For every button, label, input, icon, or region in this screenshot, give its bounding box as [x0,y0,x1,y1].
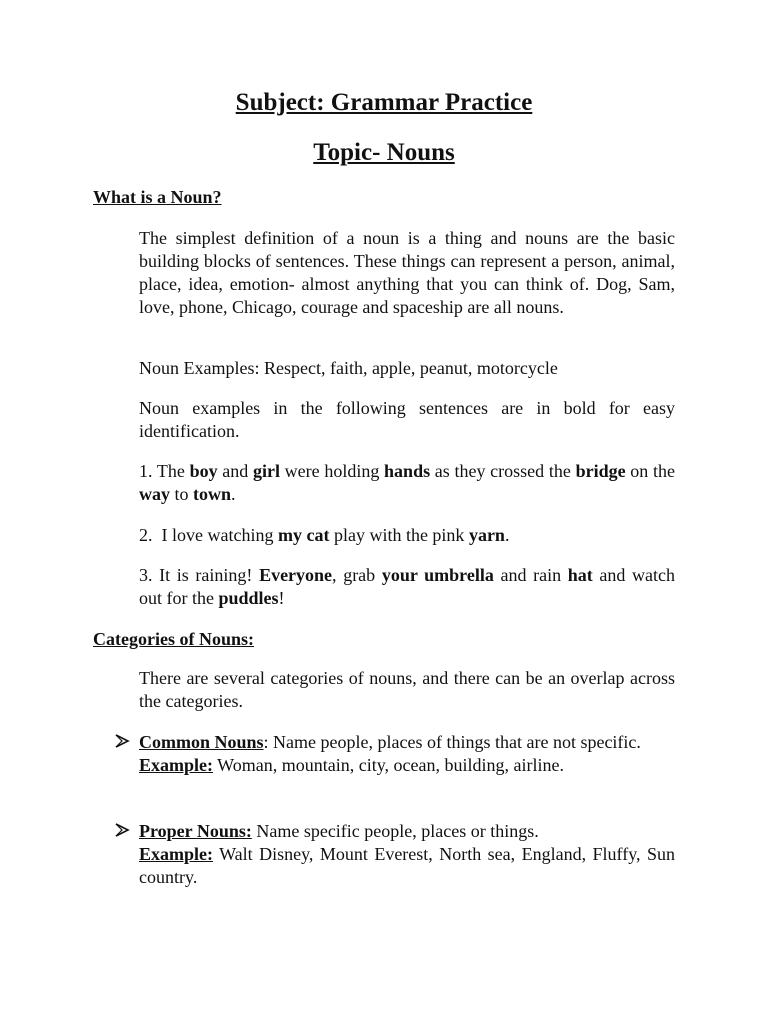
bold-note-paragraph: Noun examples in the following sentences are in bold for easy identification. [139,398,675,441]
noun-bold: boy [189,461,218,481]
noun-bold: Everyone [259,565,333,585]
arrow-bullet-icon [114,734,130,748]
noun-bold: way [139,484,170,504]
example-sentence-1 [139,460,675,506]
noun-bold: bridge [575,461,626,481]
category-sep: : [263,732,269,752]
example-label: Example: [139,755,213,775]
sentence-text: on the [625,461,675,481]
noun-bold: hat [567,565,593,585]
sentence-text: ! [278,588,285,608]
sentence-text: 3. It is raining! [139,565,260,585]
sentence-text: . [231,484,236,504]
sentence-text: and rain [493,565,568,585]
sentence-text: 1. The [139,461,190,481]
sentence-text: as they crossed the [430,461,576,481]
noun-examples-line: Noun Examples: Respect, faith, apple, peanut, motorcycle [139,358,558,378]
category-common-nouns [139,731,675,777]
noun-bold: my cat [277,525,330,545]
noun-bold: girl [252,461,280,481]
categories-intro-paragraph: There are several categories of nouns, and there can be an overlap across the categories. [139,668,675,711]
noun-bold: hands [384,461,431,481]
sentence-text: , grab [332,565,382,585]
sentence-text: . [504,525,510,545]
noun-bold: your umbrella [381,565,494,585]
noun-bold: town [193,484,232,504]
section-heading-categories: Categories of Nouns: [93,629,254,649]
noun-bold: yarn [468,525,505,545]
sentence-text: were holding [279,461,385,481]
category-term: Common Nouns [139,732,264,752]
sentence-text: and watch out for the [139,565,676,608]
topic-title: Topic- Nouns [313,139,455,166]
example-label: Example: [139,844,213,864]
sentence-text: to [170,484,194,504]
sentence-text: play with the pink [329,525,469,545]
page-title: Subject: Grammar Practice [235,89,533,116]
example-sentence-2 [139,524,675,547]
noun-bold: puddles [218,588,279,608]
example-sentence-3 [139,564,675,610]
section-heading-what-is-a-noun: What is a Noun? [93,187,222,207]
sentence-text: 2. I love watching [139,525,278,545]
category-desc: Name specific people, places or things. [251,821,539,841]
sentence-text: and [217,461,253,481]
category-proper-nouns [139,820,675,889]
example-text: Woman, mountain, city, ocean, building, airline. [213,755,564,775]
category-desc: Name people, places of things that are not specific. [268,732,641,752]
arrow-bullet-icon [114,823,130,837]
category-term: Proper Nouns: [139,821,252,841]
noun-definition-paragraph: The simplest definition of a noun is a thing and nouns are the basic building blocks of sentences. These things can represent a person, animal, place, idea, emotion- almost anything that you can think of. Dog, Sam, love, phone, Chicago, courage and spaceship are all nouns. [139,228,675,317]
example-text: Walt Disney, Mount Everest, North sea, England, Fluffy, Sun country. [139,844,675,887]
